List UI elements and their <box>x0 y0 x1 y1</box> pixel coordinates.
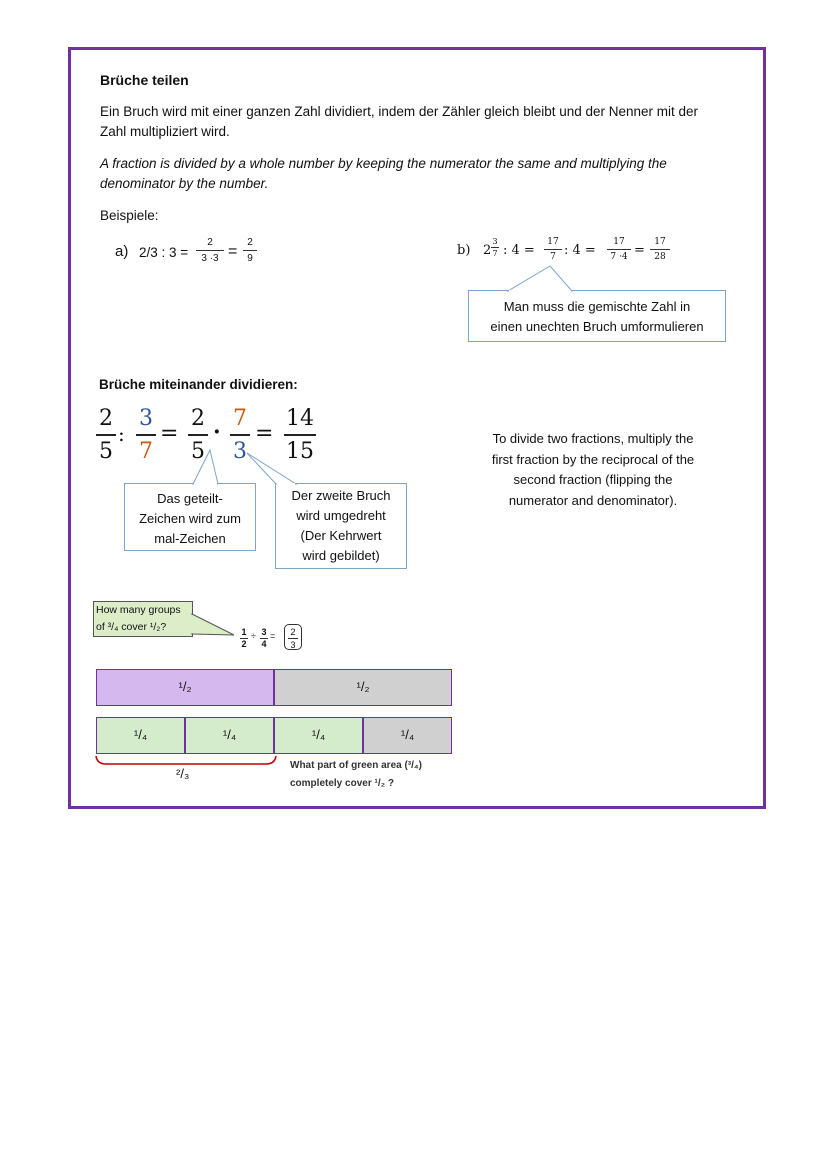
half-bar-2: ¹/₂ <box>274 669 452 706</box>
model-question-bubble <box>93 601 193 637</box>
example-b-fraction-1: 17 7 <box>544 237 562 262</box>
eq-fraction-2-numerator: 3 <box>139 406 153 431</box>
model-question-line2: of ³/₄ cover ¹/₂? <box>96 621 167 633</box>
quarter-bar-2: ¹/₄ <box>185 717 274 754</box>
multiply-sign-callout <box>124 483 256 551</box>
model-eq-divide: ÷ <box>251 631 256 641</box>
eq-fraction-4-numerator: 7 <box>233 406 247 431</box>
example-a-fraction-2: 2 9 <box>243 237 257 264</box>
multiply-sign-callout-line2: Zeichen wird zum <box>139 511 241 526</box>
rule-german-line2: Zahl multipliziert wird. <box>100 124 230 139</box>
english-explanation-line3: second fraction (flipping the <box>513 472 673 487</box>
mixed-number-callout-line1: Man muss die gemischte Zahl in <box>503 299 691 314</box>
example-b-fraction-3: 17 28 <box>650 237 670 262</box>
model-eq-fraction-b: 3 4 <box>261 627 267 649</box>
reciprocal-callout-line4: wird gebildet) <box>302 548 380 563</box>
example-b-op2: : 4 = <box>564 243 596 258</box>
quarter-bar-1: ¹/₄ <box>96 717 185 754</box>
model-question-line1: How many groups <box>96 604 181 616</box>
eq-fraction-4-denominator: 3 <box>233 438 247 464</box>
quarter-bar-4: ¹/₄ <box>363 717 452 754</box>
reciprocal-callout-pointer <box>245 452 305 485</box>
model-eq-equals: = <box>270 631 276 641</box>
eq-equals-1: = <box>160 421 179 446</box>
english-explanation-line2: first fraction by the reciprocal of the <box>491 451 695 467</box>
multiply-sign-callout-line1: Das geteilt- <box>157 491 223 506</box>
two-thirds-label: ²/₃ <box>176 766 190 781</box>
eq-colon: : <box>118 422 125 446</box>
example-b-equals: = <box>634 243 645 258</box>
example-b-mixed-fraction: 3 7 <box>492 237 498 258</box>
reciprocal-callout-line2: wird umgedreht <box>296 508 386 523</box>
example-a-equals: = <box>228 243 238 260</box>
section-title-divide: Brüche teilen <box>100 72 189 88</box>
section-title-divide-fractions: Brüche miteinander dividieren: <box>99 377 298 392</box>
mixed-number-callout <box>468 290 726 342</box>
mixed-number-callout-line2: einen unechten Bruch umformulieren <box>490 319 704 334</box>
eq-fraction-3: 2 5 <box>188 406 208 465</box>
eq-multiply-dot: · <box>213 419 221 445</box>
examples-label: Beispiele: <box>100 208 159 223</box>
model-question-note-line2: completely cover ¹/₂ ? <box>290 778 394 789</box>
rule-german-line1: Ein Bruch wird mit einer ganzen Zahl dividiert, indem der Zähler gleich bleibt und der Nenner mit der <box>100 104 699 119</box>
mixed-number-callout-pointer <box>500 265 600 292</box>
english-explanation <box>468 429 718 511</box>
model-question-note <box>290 757 422 793</box>
rule-english-line2: denominator by the number. <box>100 176 269 191</box>
eq-fraction-1: 2 5 <box>96 406 116 465</box>
eq-equals-2: = <box>255 421 274 446</box>
multiply-sign-callout-line3: mal-Zeichen <box>154 531 226 546</box>
english-explanation-line4: numerator and denominator). <box>508 492 678 508</box>
example-b-fraction-2: 17 7 ·4 <box>607 237 631 262</box>
model-question-note-line1: What part of green area (³/₄) <box>290 760 423 771</box>
half-bar-1: ¹/₂ <box>96 669 274 706</box>
model-eq-result: 2 3 <box>284 624 302 650</box>
example-a-expression: 2/3 : 3 = <box>139 245 189 260</box>
model-question-pointer <box>190 612 236 638</box>
multiply-sign-callout-pointer <box>190 448 230 485</box>
example-a-fraction-1: 2 3 ·3 <box>196 237 224 264</box>
example-b-label: b) <box>457 243 471 258</box>
rule-english-line1: A fraction is divided by a whole number by keeping the numerator the same and multiplying the <box>100 156 667 171</box>
eq-fraction-2 <box>136 406 156 465</box>
example-b-whole: 2 <box>483 243 492 258</box>
eq-fraction-2-denominator: 7 <box>139 438 153 464</box>
english-explanation-line1: To divide two fractions, multiply the <box>492 431 694 446</box>
reciprocal-callout-line3: (Der Kehrwert <box>300 528 382 543</box>
example-b-op1: : 4 = <box>503 243 535 258</box>
model-eq-fraction-a: 1 2 <box>241 627 247 649</box>
reciprocal-callout <box>275 483 407 569</box>
eq-fraction-5: 14 15 <box>286 406 314 464</box>
example-a-label: a) <box>115 243 129 260</box>
reciprocal-callout-line1: Der zweite Bruch <box>291 488 391 503</box>
quarter-bar-3: ¹/₄ <box>274 717 363 754</box>
